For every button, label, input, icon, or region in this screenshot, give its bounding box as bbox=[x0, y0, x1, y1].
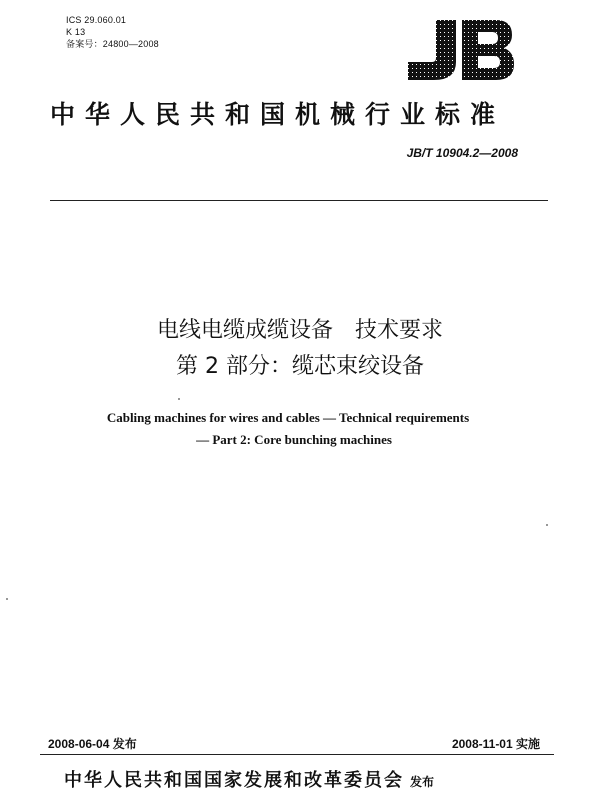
implementation-date: 2008-11-01 实施 bbox=[451, 737, 540, 751]
ics-code: ICS 29.060.01 bbox=[66, 15, 127, 25]
chinese-title-line-2: 第 2 部分：缆芯束绞设备 bbox=[176, 354, 424, 379]
english-title-line-1: Cabling machines for wires and cables — Technical requirements bbox=[106, 410, 470, 425]
chinese-title-line-1 bbox=[0, 316, 600, 346]
record-number: 备案号：24800—2008 bbox=[66, 39, 159, 49]
organization-title: 中华人民共和国机械行业标准 bbox=[50, 100, 506, 129]
document-metadata bbox=[66, 14, 159, 50]
scan-speck bbox=[546, 524, 548, 526]
issue-date: 2008-06-04 发布 bbox=[48, 737, 137, 751]
publisher-name: 中华人民共和国国家发展和改革委员会 bbox=[64, 770, 404, 791]
scan-speck bbox=[178, 398, 180, 400]
chinese-title-sub: 技术要求 bbox=[355, 318, 444, 343]
jb-logo bbox=[404, 16, 516, 86]
publisher-suffix: 发布 bbox=[410, 775, 435, 789]
english-title-line-2: — Part 2: Core bunching machines bbox=[196, 432, 392, 447]
publisher bbox=[64, 766, 434, 792]
scan-speck bbox=[6, 598, 8, 600]
classification-code: K 13 bbox=[66, 27, 86, 37]
standard-number: JB/T 10904.2—2008 bbox=[406, 146, 518, 160]
header-divider bbox=[50, 200, 548, 201]
chinese-title-main: 电线电缆成缆设备 bbox=[156, 318, 333, 343]
footer-divider bbox=[40, 754, 554, 755]
